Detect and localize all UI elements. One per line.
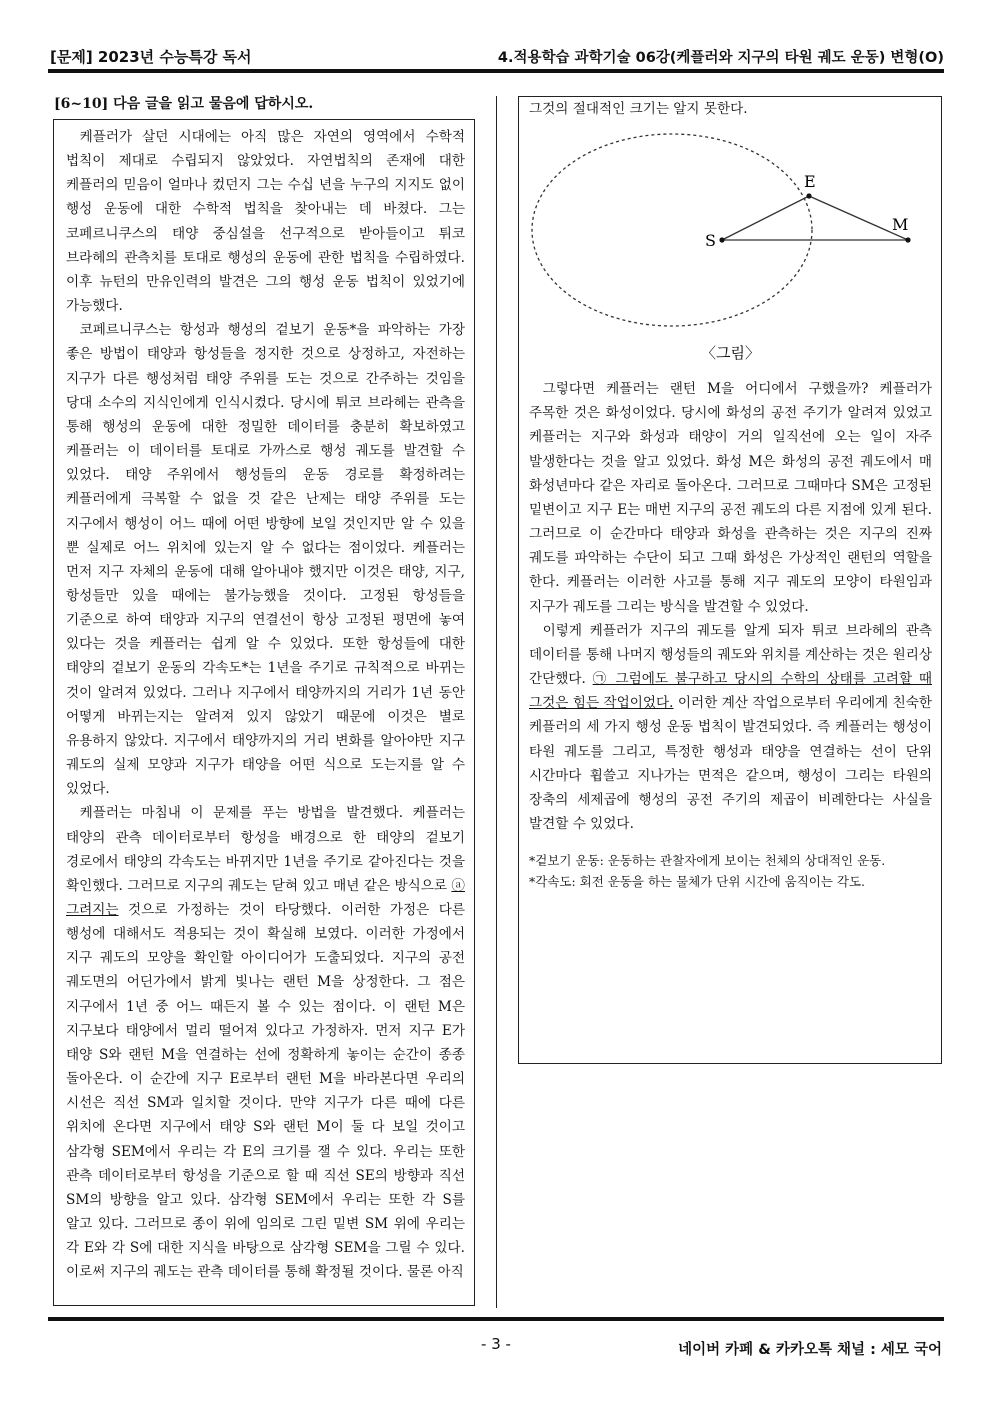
header-left: [문제] 2023년 수능특강 독서 [50, 48, 252, 66]
mars-point [905, 238, 910, 243]
question-heading: [6~10] 다음 글을 읽고 물음에 답하시오. [54, 96, 314, 112]
page-number: - 3 - [481, 1335, 511, 1353]
label-s: S [705, 231, 716, 251]
figure-caption: 〈그림〉 [701, 344, 760, 363]
orbit-diagram [529, 125, 933, 340]
marked-sentence-giyeok: ㉠ 그럼에도 불구하고 당시의 수학의 상태를 고려할 때 그것은 힘든 작업이었다. [529, 671, 932, 712]
footnotes [529, 850, 932, 892]
paragraph-2: 코페르니쿠스는 항성과 행성의 겉보기 운동*을 파악하는 가장 좋은 방법이 태양과 항성들을 정지한 것으로 상정하고, 자전하는 지구가 다른 행성처럼 태양 주위를 도는 것으로 간주하는 것임을 당대 소수의 지식인에게 인식시켰다. 당시에 튀코 브라헤는 관측을 통해 행성의 운동에 대한 정밀한 데이터를 충분히 확보하였고 케플러는 이 데이터를 토대로 가까스로 행성 궤도를 발견할 수 있었다. 태양 주위에서 행성들의 운동 경로를 확정하려는 케플러에게 극복할 수 없을 것 같은 난제는 태양 주위를 도는 지구에서 행성이 어느 때에 어떤 방향에 보일 것인지만 알 수 있을 뿐 실제로 어느 위치에 있는지 알 수 없다는 점이었다. 케플러는 먼저 지구 자체의 운동에 대해 알아내야 했지만 이것은 태양, 지구, 항성들만 있을 때에는 불가능했을 것이다. 고정된 항성들을 기준으로 하여 태양과 지구의 연결선이 항상 고정된 평면에 놓여 있다는 것을 케플러는 쉽게 알 수 있었다. 또한 항성들에 대한 태양의 겉보기 운동의 각속도*는 1년을 주기로 규칙적으로 바뀌는 것이 알려져 있었다. 그러나 지구에서 태양까지의 거리가 1년 동안 어떻게 바뀌는지는 알려져 있지 않았기 때문에 이것은 별로 유용하지 않았다. 지구에서 태양까지의 거리 변화를 알아야만 지구 궤도의 실제 모양과 지구가 태양을 어떤 식으로 도는지를 알 수 있었다. [66, 322, 465, 798]
earth-point [806, 194, 811, 199]
footer-rule [48, 1317, 944, 1321]
paragraph-4: 그렇다면 케플러는 랜턴 M을 어디에서 구했을까? 케플러가 주목한 것은 화성이었다. 당시에 화성의 공전 주기가 알려져 있었고 케플러는 지구와 화성과 태양이 거의 일직선에 오는 일이 자주 발생한다는 것을 알고 있었다. 화성 M은 화성의 공전 궤도에서 매 화성년마다 같은 자리로 돌아온다. 그러므로 그때마다 SM은 고정된 밑변이고 지구 E는 매번 지구의 공전 궤도의 다른 지점에 있게 된다. 그러므로 이 순간마다 태양과 화성을 관측하는 것은 지구의 진짜 궤도를 파악하는 수단이 되고 그때 화성은 가상적인 랜턴의 역할을 한다. 케플러는 이러한 사고를 통해 지구 궤도의 모양이 타원임과 지구가 궤도를 그리는 방식을 발견할 수 있었다. [529, 381, 932, 615]
passage-box-right [518, 96, 942, 1064]
header-right: 4.적용학습 과학기술 06강(케플러와 지구의 타원 궤도 운동) 변형(O) [497, 50, 944, 66]
paragraph-5 [529, 619, 932, 836]
paragraph-3-part-a: 케플러는 마침내 이 문제를 푸는 방법을 발견했다. 케플러는 태양의 관측 데이터로부터 항성을 배경으로 한 태양의 겉보기 경로에서 태양의 각속도는 바뀌지만 1년을 주기로 같아진다는 것을 확인했다. 그러므로 지구의 궤도는 닫혀 있고 매년 같은 방식으로 [66, 805, 465, 894]
footer-channel: 네이버 카페 & 카카오톡 채널 : 세모 국어 [678, 1342, 942, 1358]
paragraph-3 [66, 801, 465, 1284]
sun-point [719, 238, 724, 243]
paragraph-5-part-a: 이렇게 케플러가 지구의 궤도를 알게 되자 튀코 브라헤의 관측 데이터를 통해 나머지 행성들의 궤도와 위치를 계산하는 것은 원리상 간단했다. [529, 622, 932, 688]
line-se [722, 196, 809, 240]
paragraph-3-continued: 그것의 절대적인 크기는 알지 못한다. [529, 101, 748, 117]
header-rule [48, 69, 944, 73]
passage-box-left [53, 119, 475, 1306]
footnote-apparent-motion: *겉보기 운동: 운동하는 관찰자에게 보이는 천체의 상대적인 운동. [529, 853, 886, 869]
paragraph-5-part-b: 이러한 계산 작업으로부터 우리에게 친숙한 케플러의 세 가지 행성 운동 법칙이 발견되었다. 즉 케플러는 행성이 타원 궤도를 그리고, 특정한 행성과 태양을 연결하는 선이 단위 시간마다 휩쓸고 지나가는 면적은 같으며, 행성이 그리는 타원의 장축의 세제곱에 행성의 공전 주기의 제곱이 비례한다는 사실을 발견할 수 있었다. [529, 695, 932, 832]
footnote-angular-velocity: *각속도: 회전 운동을 하는 물체가 단위 시간에 움직이는 각도. [529, 874, 866, 890]
column-divider [496, 96, 497, 1308]
paragraph-1: 케플러가 살던 시대에는 아직 많은 자연의 영역에서 수학적 법칙이 제대로 수립되지 않았었다. 자연법칙의 존재에 대한 케플러의 믿음이 얼마나 컸던지 그는 수십 년을 누구의 지지도 없이 행성 운동에 대한 수학적 법칙을 찾아내는 데 바쳤다. 그는 코페르니쿠스의 태양 중심설을 선구적으로 받아들이고 튀코 브라헤의 관측치를 토대로 행성의 운동에 관한 법칙을 수립하였다. 이후 뉴턴의 만유인력의 발견은 그의 행성 운동 법칙이 있었기에 가능했다. [66, 129, 465, 315]
marked-word-a: ⓐ 그려지는 [66, 877, 465, 918]
paragraph-3-part-b: 것으로 가정하는 것이 타당했다. 이러한 가정은 다른 행성에 대해서도 적용되는 것이 확실해 보였다. 이러한 가정에서 지구 궤도의 모양을 확인할 아이디어가 도출되었다. 지구의 공전 궤도면의 어딘가에서 밝게 빛나는 랜턴 M을 상정한다. 그 점은 지구에서 1년 중 어느 때든지 볼 수 있는 점이다. 이 랜턴 M은 지구보다 태양에서 멀리 떨어져 있다고 가정하자. 먼저 지구 E가 태양 S와 랜턴 M을 연결하는 선에 정확하게 놓이는 순간이 종종 돌아온다. 이 순간에 지구 E로부터 랜턴 M을 바라본다면 우리의 시선은 직선 SM과 일치할 것이다. 만약 지구가 다른 때에 다른 위치에 온다면 지구에서 태양 S와 랜턴 M이 둘 다 보일 것이고 삼각형 SEM에서 우리는 각 E의 크기를 잴 수 있다. 우리는 또한 관측 데이터로부터 항성을 기준으로 할 때 직선 SE의 방향과 직선 SM의 방향을 알고 있다. 삼각형 SEM에서 우리는 또한 각 S를 알고 있다. 그러므로 종이 위에 임의로 그린 밑변 SM 위에 우리는 각 E와 각 S에 대한 지식을 바탕으로 삼각형 SEM을 그릴 수 있다. 이로써 지구의 궤도는 관측 데이터를 통해 확정될 것이다. 물론 아직 [66, 902, 465, 1281]
label-e: E [804, 172, 816, 192]
earth-orbit-ellipse [532, 134, 812, 326]
label-m: M [892, 215, 909, 235]
orbit-figure [529, 125, 932, 340]
